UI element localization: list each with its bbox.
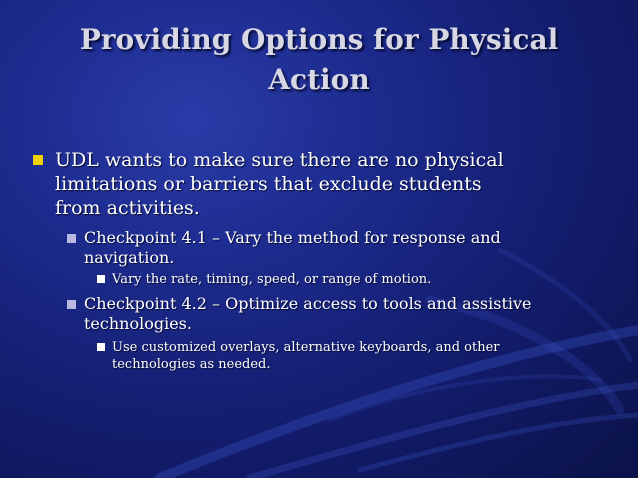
bullet-item-level3 <box>112 271 532 288</box>
square-bullet-icon <box>97 275 105 283</box>
bullet-text: Checkpoint 4.2 – Optimize access to tools and assistive technologies. <box>84 294 532 333</box>
square-bullet-icon <box>67 300 76 309</box>
square-bullet-icon <box>67 234 76 243</box>
bullet-item-level2 <box>84 294 554 334</box>
square-bullet-icon <box>33 155 43 165</box>
bullet-text: Checkpoint 4.1 – Vary the method for response and navigation. <box>84 228 501 267</box>
bullet-text: Use customized overlays, alternative keyboards, and other technologies as needed. <box>112 340 500 372</box>
bullet-text: Vary the rate, timing, speed, or range of motion. <box>112 272 432 287</box>
bullet-item-level3 <box>112 339 532 373</box>
bullet-item-level2 <box>84 228 554 268</box>
square-bullet-icon <box>97 343 105 351</box>
bullet-item-level1 <box>55 148 530 220</box>
bullet-text: UDL wants to make sure there are no physical limitations or barriers that exclude students from activities. <box>55 149 504 219</box>
slide-title: Providing Options for Physical Action <box>79 23 559 96</box>
